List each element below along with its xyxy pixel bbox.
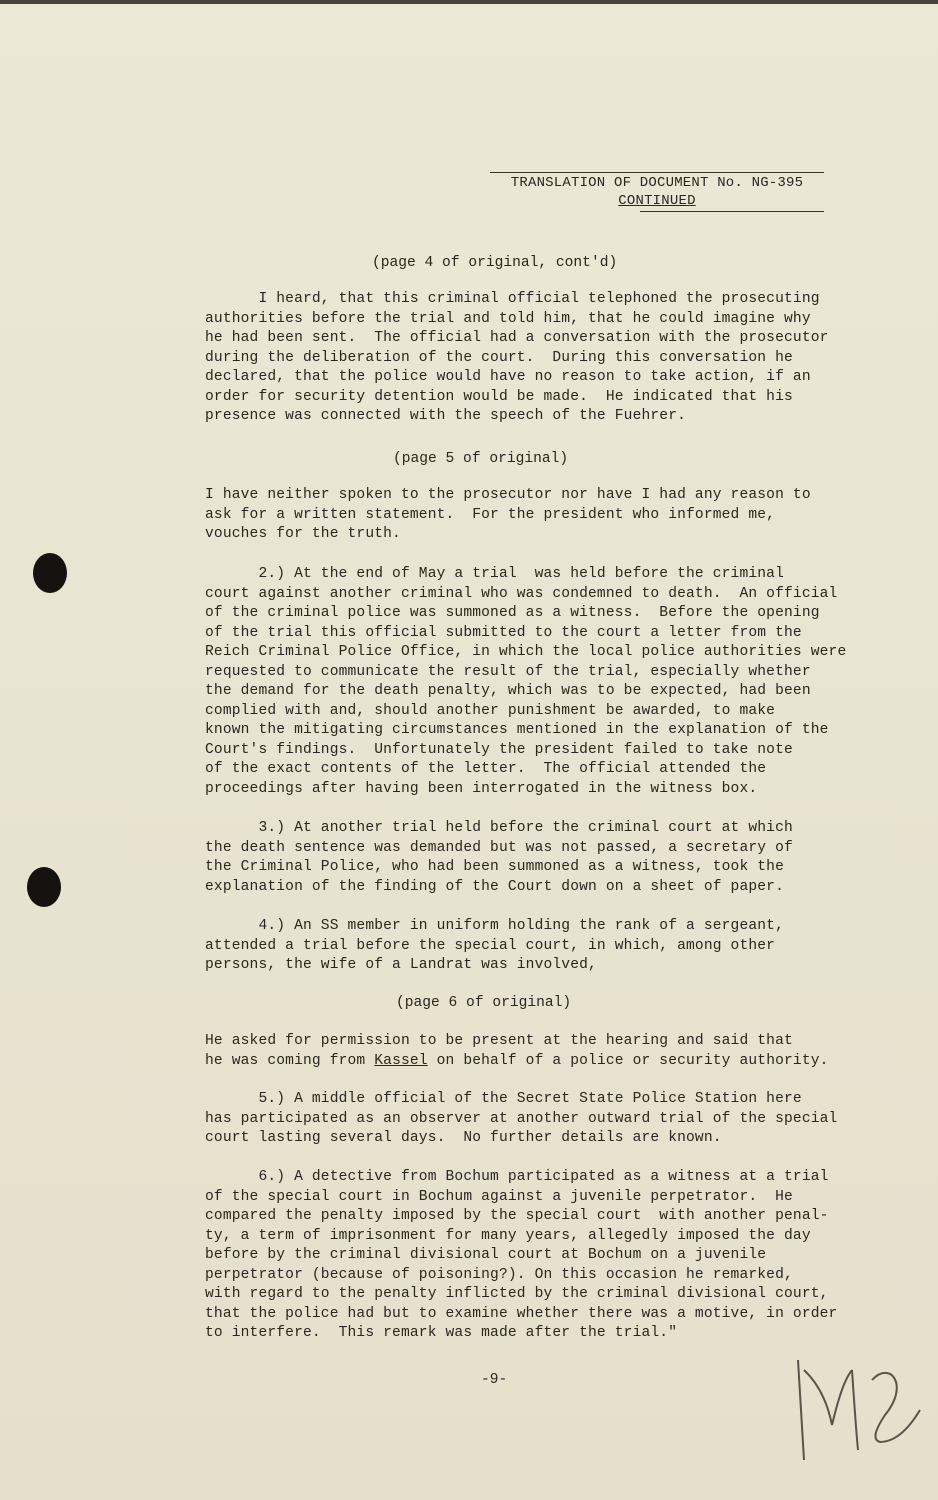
paragraph-not-spoken: I have neither spoken to the prosecutor nor have I had any reason to ask for a written statement. For the president who informed me, vouches for the truth.: [205, 487, 811, 542]
page-ref-4: (page 4 of original, cont'd): [372, 255, 618, 271]
header-subtitle-wrap: [490, 193, 824, 209]
header-title: TRANSLATION OF DOCUMENT No. NG-395: [510, 175, 804, 191]
paragraph-permission-start: He asked for permission to be present at the hearing and said that he was coming from: [205, 1033, 793, 1069]
paragraph-item-4: 4.) An SS member in uniform holding the rank of a sergeant, attended a trial before the special court, in which, among other persons, the wife of a Landrat was involved,: [205, 918, 784, 973]
page-number: -9-: [481, 1372, 508, 1388]
page-top-edge: [0, 0, 938, 4]
document-header: [490, 172, 824, 212]
paragraph-permission: [205, 1032, 895, 1071]
handwritten-initials: [780, 1330, 930, 1470]
page-ref-6: (page 6 of original): [396, 995, 572, 1011]
paragraph-item-5: 5.) A middle official of the Secret State Police Station here has participated as an observer at another outward trial of the special court lasting several days. No further details are known.: [205, 1091, 838, 1146]
paragraph-heard: I heard, that this criminal official telephoned the prosecuting authorities before the trial and told him, that he could imagine why he had been sent. The official had a conversation with the prosecutor during the deliberation of the court. During this conversation he declared, that the police would have no reason to take action, if an order for security detention would be made. He indicated that his presence was connected with the speech of the Fuehrer.: [205, 291, 829, 424]
paragraph-permission-end: on behalf of a police or security authority.: [427, 1052, 829, 1069]
page-ref-5: (page 5 of original): [393, 451, 569, 467]
header-rule-bottom: [640, 211, 824, 212]
city-kassel: Kassel: [374, 1052, 428, 1069]
punch-hole-bottom: [27, 867, 61, 907]
punch-hole-top: [33, 553, 67, 593]
paragraph-item-6: 6.) A detective from Bochum participated as a witness at a trial of the special court in Bochum against a juvenile perpetrator. He compared the penalty imposed by the special court with another penal- ty, a term of imprisonment for many years, allegedly imposed the day before by the criminal divisional court at Bochum on a juvenile perpetrator (because of poisoning?). On this occasion he remarked, with regard to the penalty inflicted by the criminal divisional court, that the police had but to examine whether there was a motive, in order to interfere. This remark was made after the trial.": [205, 1169, 838, 1341]
paragraph-item-2: 2.) At the end of May a trial was held before the criminal court against another criminal who was condemned to death. An official of the criminal police was summoned as a witness. Before the opening of the trial this official submitted to the court a letter from the Reich Criminal Police Office, in which the local police authorities were requested to communicate the result of the trial, especially whether the demand for the death penalty, which was to be expected, had been complied with and, should another punishment be awarded, to make known the mitigating circumstances mentioned in the explanation of the Court's findings. Unfortunately the president failed to take note of the exact contents of the letter. The official attended the proceedings after having been interrogated in the witness box.: [205, 566, 847, 797]
header-rule-top: [490, 172, 824, 173]
paragraph-item-3: 3.) At another trial held before the criminal court at which the death sentence was demanded but was not passed, a secretary of the Criminal Police, who had been summoned as a witness, took the explanation of the finding of the Court down on a sheet of paper.: [205, 820, 793, 895]
header-subtitle: CONTINUED: [618, 193, 696, 209]
